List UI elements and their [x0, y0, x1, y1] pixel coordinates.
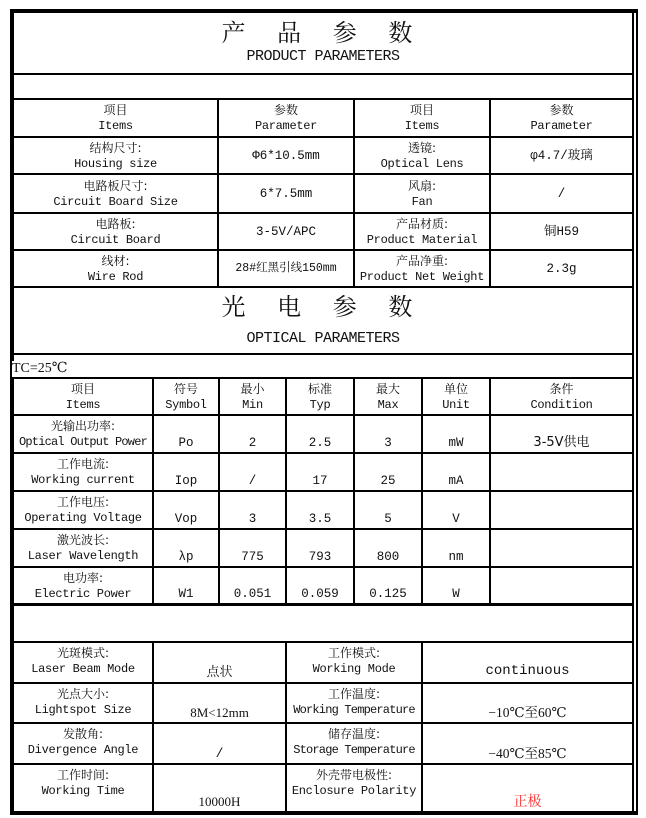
optical-max: 25: [380, 474, 396, 488]
frame-right-outer: [636, 9, 638, 815]
optical-min: 0.051: [233, 587, 272, 601]
label-en: Working Time: [41, 784, 125, 798]
header-zh: 项目: [409, 103, 434, 117]
label-en: Fan: [411, 194, 433, 209]
header-en: Parameter: [254, 119, 318, 133]
label-zh: 产品净重:: [395, 253, 449, 268]
optical-title-zh: 光 电 参 数: [221, 292, 425, 321]
optical-min: /: [248, 474, 257, 488]
optical-header-items: [14, 379, 152, 414]
label-zh: 激光波长:: [56, 533, 110, 547]
divider: [10, 603, 634, 606]
optical-header-unit: [423, 379, 489, 414]
optical-condition: [491, 568, 632, 603]
optical-max: 3: [384, 436, 392, 450]
label-zh: 工作温度:: [327, 687, 381, 701]
label-en: Optical Output Power: [18, 435, 148, 449]
label-en: Laser Wavelength: [27, 549, 139, 563]
optical-row-label: [14, 530, 152, 566]
label-zh: 透镜:: [407, 140, 437, 155]
label-en: Product Net Weight: [359, 269, 485, 284]
label-en: Operating Voltage: [24, 511, 142, 525]
label-zh: 风扇:: [407, 178, 437, 193]
misc-value: /: [215, 746, 224, 761]
product-title-zh: 产 品 参 数: [221, 19, 425, 47]
optical-symbol: Po: [178, 436, 194, 450]
optical-title: [14, 288, 632, 353]
product-header-parameter-2: [491, 100, 632, 136]
optical-min: 2: [248, 436, 257, 450]
misc-label: [287, 765, 421, 811]
optical-title-en: OPTICAL PARAMETERS: [246, 329, 400, 347]
label-en: Electric Power: [34, 586, 132, 601]
label-zh: 工作电压:: [56, 495, 110, 509]
misc-value: continuous: [485, 663, 570, 679]
label-zh: 储存温度:: [327, 727, 381, 741]
label-zh: 电路板尺寸:: [83, 178, 148, 193]
label-zh: 电路板:: [95, 216, 136, 231]
optical-max: 800: [376, 550, 400, 564]
label-zh: 结构尺寸:: [89, 140, 142, 155]
optical-row-label: [14, 454, 152, 490]
header-en: Symbol: [165, 397, 207, 412]
optical-symbol: λp: [178, 550, 194, 564]
optical-typ: 2.5: [308, 436, 332, 450]
optical-typ: 17: [312, 474, 328, 488]
optical-unit: mA: [448, 474, 464, 488]
optical-condition: [491, 530, 632, 566]
product-title: [14, 13, 632, 73]
product-row-label: [14, 175, 217, 212]
label-en: Housing size: [74, 156, 157, 171]
label-en: Working Temperature: [293, 703, 415, 717]
header-zh: 项目: [70, 381, 95, 396]
product-row-label: [355, 214, 489, 249]
product-row-value: 6*7.5mm: [259, 186, 313, 201]
optical-min: 775: [241, 550, 264, 564]
product-row-value: 28#红黑引线150mm: [235, 261, 337, 275]
label-en: Product Material: [366, 232, 478, 247]
product-row-value: /: [557, 186, 566, 201]
label-en: Lightspot Size: [34, 703, 132, 717]
optical-max: 0.125: [369, 587, 407, 601]
product-row-value: 3-5V/APC: [255, 224, 316, 239]
header-en: Items: [65, 397, 101, 412]
optical-header-max: [355, 379, 421, 414]
optical-typ: 793: [308, 550, 332, 564]
optical-min: 3: [248, 512, 257, 526]
misc-label: [14, 643, 152, 682]
header-en: Typ: [309, 397, 331, 412]
label-en: Circuit Board: [70, 232, 161, 247]
product-header-parameter-1: [219, 100, 353, 136]
optical-symbol: Vop: [174, 512, 198, 526]
label-en: Optical Lens: [380, 156, 464, 171]
product-row-label: [14, 251, 217, 286]
label-zh: 工作电流:: [56, 457, 110, 471]
product-row-label: [355, 251, 489, 286]
misc-value: −40℃至85℃: [488, 746, 567, 761]
optical-symbol: W1: [178, 587, 194, 601]
misc-label: [14, 765, 152, 811]
header-zh: 参数: [549, 103, 574, 117]
optical-typ: 3.5: [308, 512, 332, 526]
misc-label: [287, 684, 421, 722]
product-row-label: [14, 138, 217, 173]
product-header-items-1: [14, 100, 217, 136]
label-zh: 外壳带电极性:: [315, 768, 393, 782]
product-title-en: PRODUCT PARAMETERS: [246, 48, 400, 65]
temperature-note: TC=25℃: [12, 361, 68, 376]
header-zh: 参数: [273, 103, 298, 117]
label-en: Working Mode: [312, 662, 396, 676]
header-en: Parameter: [530, 119, 593, 133]
header-en: Items: [98, 119, 133, 133]
label-en: Laser Beam Mode: [31, 662, 135, 676]
header-en: Min: [242, 397, 263, 412]
misc-value: −10℃至60℃: [488, 705, 567, 720]
misc-label: [287, 643, 421, 682]
polarity-value: 正极: [513, 794, 542, 810]
label-zh: 工作模式:: [327, 646, 381, 660]
header-en: Unit: [442, 397, 470, 412]
header-zh: 符号: [173, 381, 198, 396]
header-zh: 单位: [443, 381, 468, 396]
optical-unit: V: [452, 512, 460, 526]
optical-unit: mW: [448, 436, 464, 450]
optical-header-min: [220, 379, 285, 414]
optical-header-typ: [287, 379, 353, 414]
product-row-label: [355, 138, 489, 173]
misc-label: [14, 684, 152, 722]
optical-row-label: [14, 416, 152, 452]
header-zh: 最小: [240, 381, 265, 396]
optical-header-condition: [491, 379, 632, 414]
optical-condition: [491, 454, 632, 490]
optical-unit: nm: [448, 550, 464, 564]
header-en: Condition: [530, 397, 593, 412]
label-zh: 光斑模式:: [56, 646, 110, 660]
frame-right-inner: [632, 9, 634, 813]
frame-bottom: [10, 811, 638, 815]
optical-row-label: [14, 492, 152, 528]
header-zh: 条件: [549, 381, 574, 396]
header-zh: 项目: [103, 103, 128, 117]
optical-header-symbol: [154, 379, 218, 414]
label-zh: 发散角:: [62, 727, 104, 741]
label-en: Divergence Angle: [27, 743, 139, 757]
label-zh: 线材:: [101, 253, 130, 268]
optical-row-label: [14, 568, 152, 603]
product-row-label: [14, 214, 217, 249]
header-en: Max: [377, 397, 399, 412]
product-row-label: [355, 175, 489, 212]
label-en: Enclosure Polarity: [291, 784, 417, 798]
optical-condition: 3-5V供电: [533, 435, 590, 450]
header-zh: 标准: [307, 381, 332, 396]
misc-label: [287, 724, 421, 763]
label-en: Wire Rod: [87, 269, 144, 284]
label-zh: 产品材质:: [395, 216, 449, 231]
header-zh: 最大: [375, 381, 400, 396]
optical-max: 5: [384, 512, 392, 526]
product-row-value: Φ6*10.5mm: [252, 148, 320, 163]
label-zh: 光点大小:: [56, 687, 110, 701]
label-zh: 电功率:: [62, 570, 104, 585]
misc-label: [14, 724, 152, 763]
optical-condition: [491, 492, 632, 528]
label-en: Working current: [31, 473, 135, 487]
label-en: Storage Temperature: [293, 743, 415, 757]
product-row-value: 铜H59: [543, 224, 579, 239]
label-zh: 工作时间:: [56, 768, 110, 782]
label-zh: 光输出功率:: [50, 419, 116, 433]
product-row-value: 2.3g: [546, 261, 577, 276]
product-header-items-2: [355, 100, 489, 136]
optical-symbol: Iop: [174, 474, 198, 488]
misc-value: 点状: [206, 665, 233, 680]
divider: [10, 353, 634, 355]
divider: [10, 73, 634, 75]
label-en: Circuit Board Size: [53, 194, 178, 209]
product-row-value: φ4.7/玻璃: [530, 148, 593, 163]
misc-value: 10000H: [198, 794, 241, 809]
header-en: Items: [404, 119, 440, 133]
optical-unit: W: [452, 587, 460, 601]
optical-typ: 0.059: [301, 587, 339, 601]
misc-value: 8M<12mm: [190, 705, 249, 720]
